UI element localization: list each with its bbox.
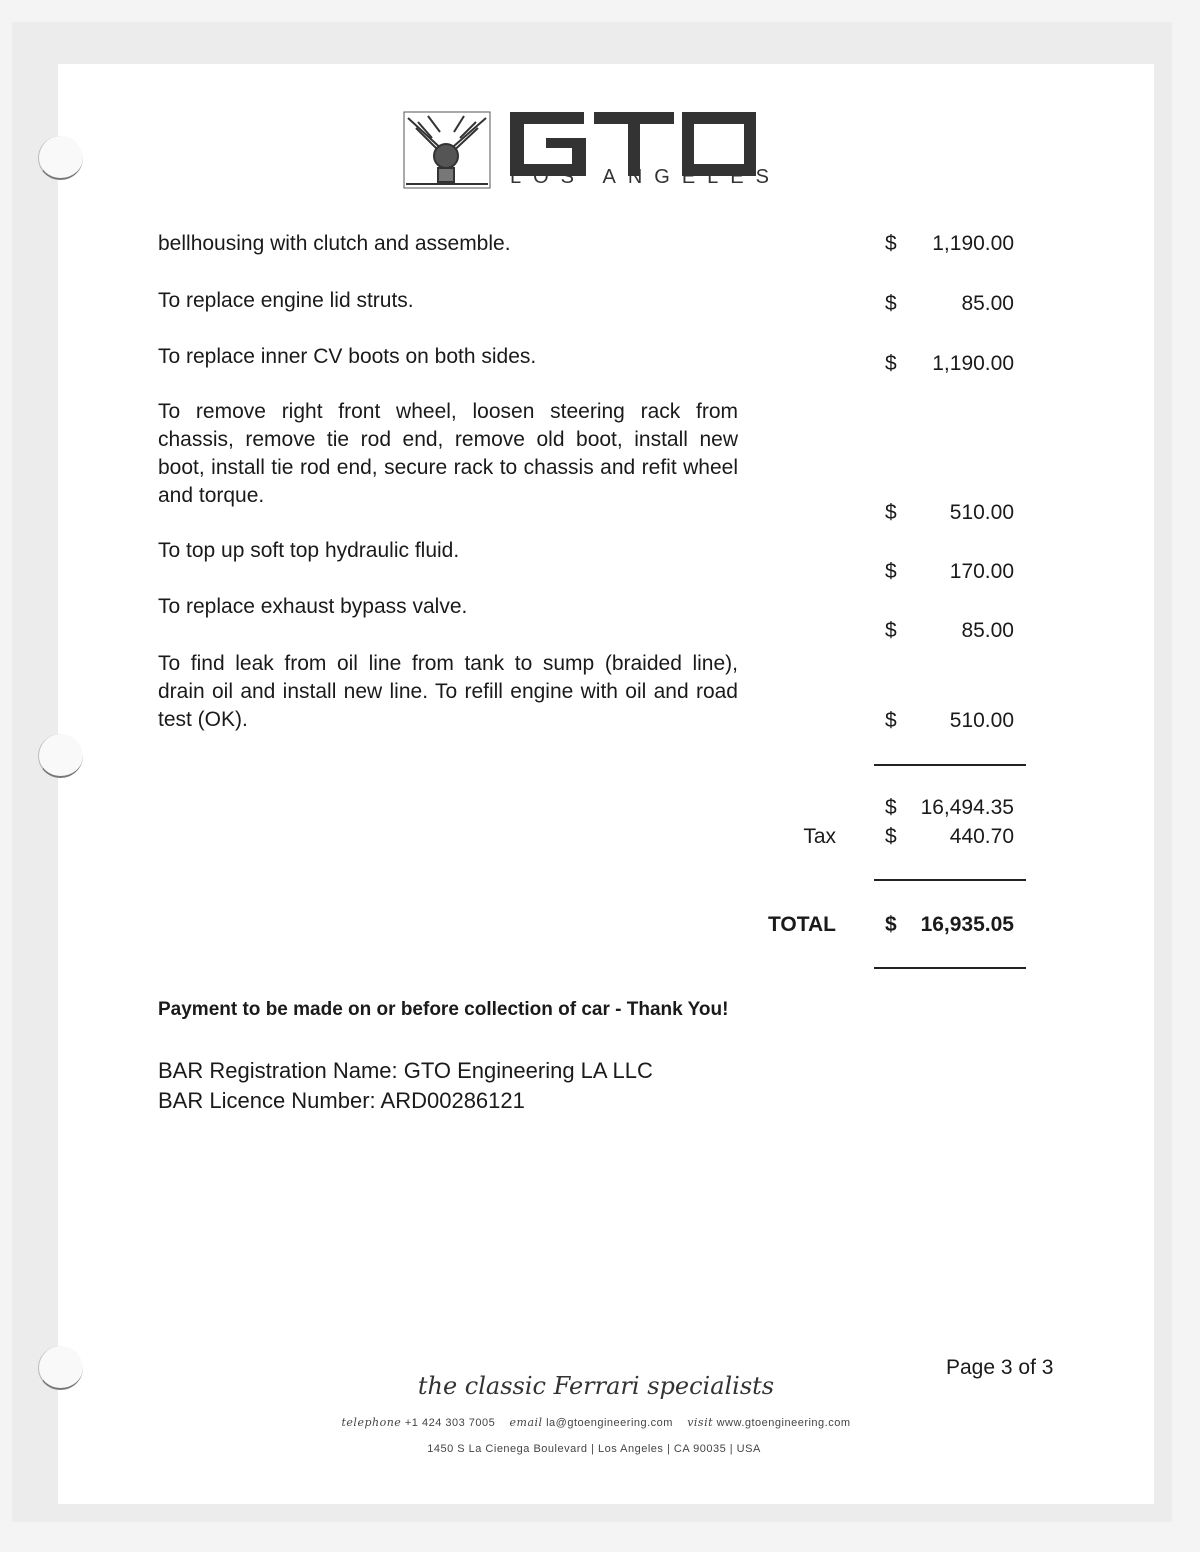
line-item-currency: $ <box>885 232 897 255</box>
punch-hole-middle <box>38 734 83 778</box>
line-item-amount: 85.00 <box>961 619 1014 642</box>
email-address: la@gtoengineering.com <box>546 1417 673 1429</box>
total-rule <box>874 967 1026 969</box>
punch-hole-top <box>38 136 83 180</box>
line-item-amount: 1,190.00 <box>932 352 1014 375</box>
tax-rule <box>874 879 1026 881</box>
company-tagline: the classic Ferrari specialists <box>417 1372 775 1400</box>
line-item-description: To find leak from oil line from tank to sump (braided line), drain oil and install new line. To refill engine with oil and road test (OK). <box>158 652 738 731</box>
invoice-page <box>58 64 1154 1504</box>
tax-label: Tax <box>803 825 836 848</box>
line-item-amount: 510.00 <box>949 501 1014 524</box>
contact-line <box>0 1416 1192 1429</box>
total-currency: $ <box>885 913 897 936</box>
payment-note: Payment to be made on or before collection of car - Thank You! <box>158 999 729 1020</box>
bar-registration-name: BAR Registration Name: GTO Engineering LA LLC <box>158 1058 653 1083</box>
subtotal-rule <box>874 764 1026 766</box>
line-item-currency: $ <box>885 292 897 315</box>
subtotal-amount: 16,494.35 <box>920 796 1014 819</box>
line-item-amount: 170.00 <box>949 560 1014 583</box>
line-item-currency: $ <box>885 501 897 524</box>
line-item-description: To top up soft top hydraulic fluid. <box>158 539 460 562</box>
line-item-currency: $ <box>885 709 897 732</box>
visit-label: visit <box>687 1416 714 1429</box>
line-item-description: To replace exhaust bypass valve. <box>158 595 468 618</box>
line-item-description: To replace engine lid struts. <box>158 289 414 312</box>
company-address: 1450 S La Cienega Boulevard | Los Angeles | CA 90035 | USA <box>427 1443 761 1455</box>
subtotal-currency: $ <box>885 796 897 819</box>
line-item-amount: 85.00 <box>961 292 1014 315</box>
line-item-currency: $ <box>885 352 897 375</box>
bar-licence-number: BAR Licence Number: ARD00286121 <box>158 1088 525 1113</box>
email-label: email <box>509 1416 543 1429</box>
logo-location: LOS ANGELES <box>510 166 781 188</box>
tax-currency: $ <box>885 825 897 848</box>
website-url: www.gtoengineering.com <box>716 1417 851 1429</box>
tax-amount: 440.70 <box>949 825 1014 848</box>
telephone-number: +1 424 303 7005 <box>404 1417 496 1429</box>
line-item-description: bellhousing with clutch and assemble. <box>158 232 511 255</box>
total-label: TOTAL <box>767 913 836 936</box>
telephone-label: telephone <box>341 1416 402 1429</box>
page-number: Page 3 of 3 <box>946 1356 1054 1379</box>
line-item-amount: 1,190.00 <box>932 232 1014 255</box>
line-item-currency: $ <box>885 619 897 642</box>
line-item-description: To remove right front wheel, loosen steering rack from chassis, remove tie rod end, remove old boot, install new boot, install tie rod end, secure rack to chassis and refit wheel and torque. <box>158 400 738 507</box>
total-amount: 16,935.05 <box>920 913 1014 936</box>
line-item-description: To replace inner CV boots on both sides. <box>158 345 537 368</box>
line-item-currency: $ <box>885 560 897 583</box>
line-item-amount: 510.00 <box>949 709 1014 732</box>
